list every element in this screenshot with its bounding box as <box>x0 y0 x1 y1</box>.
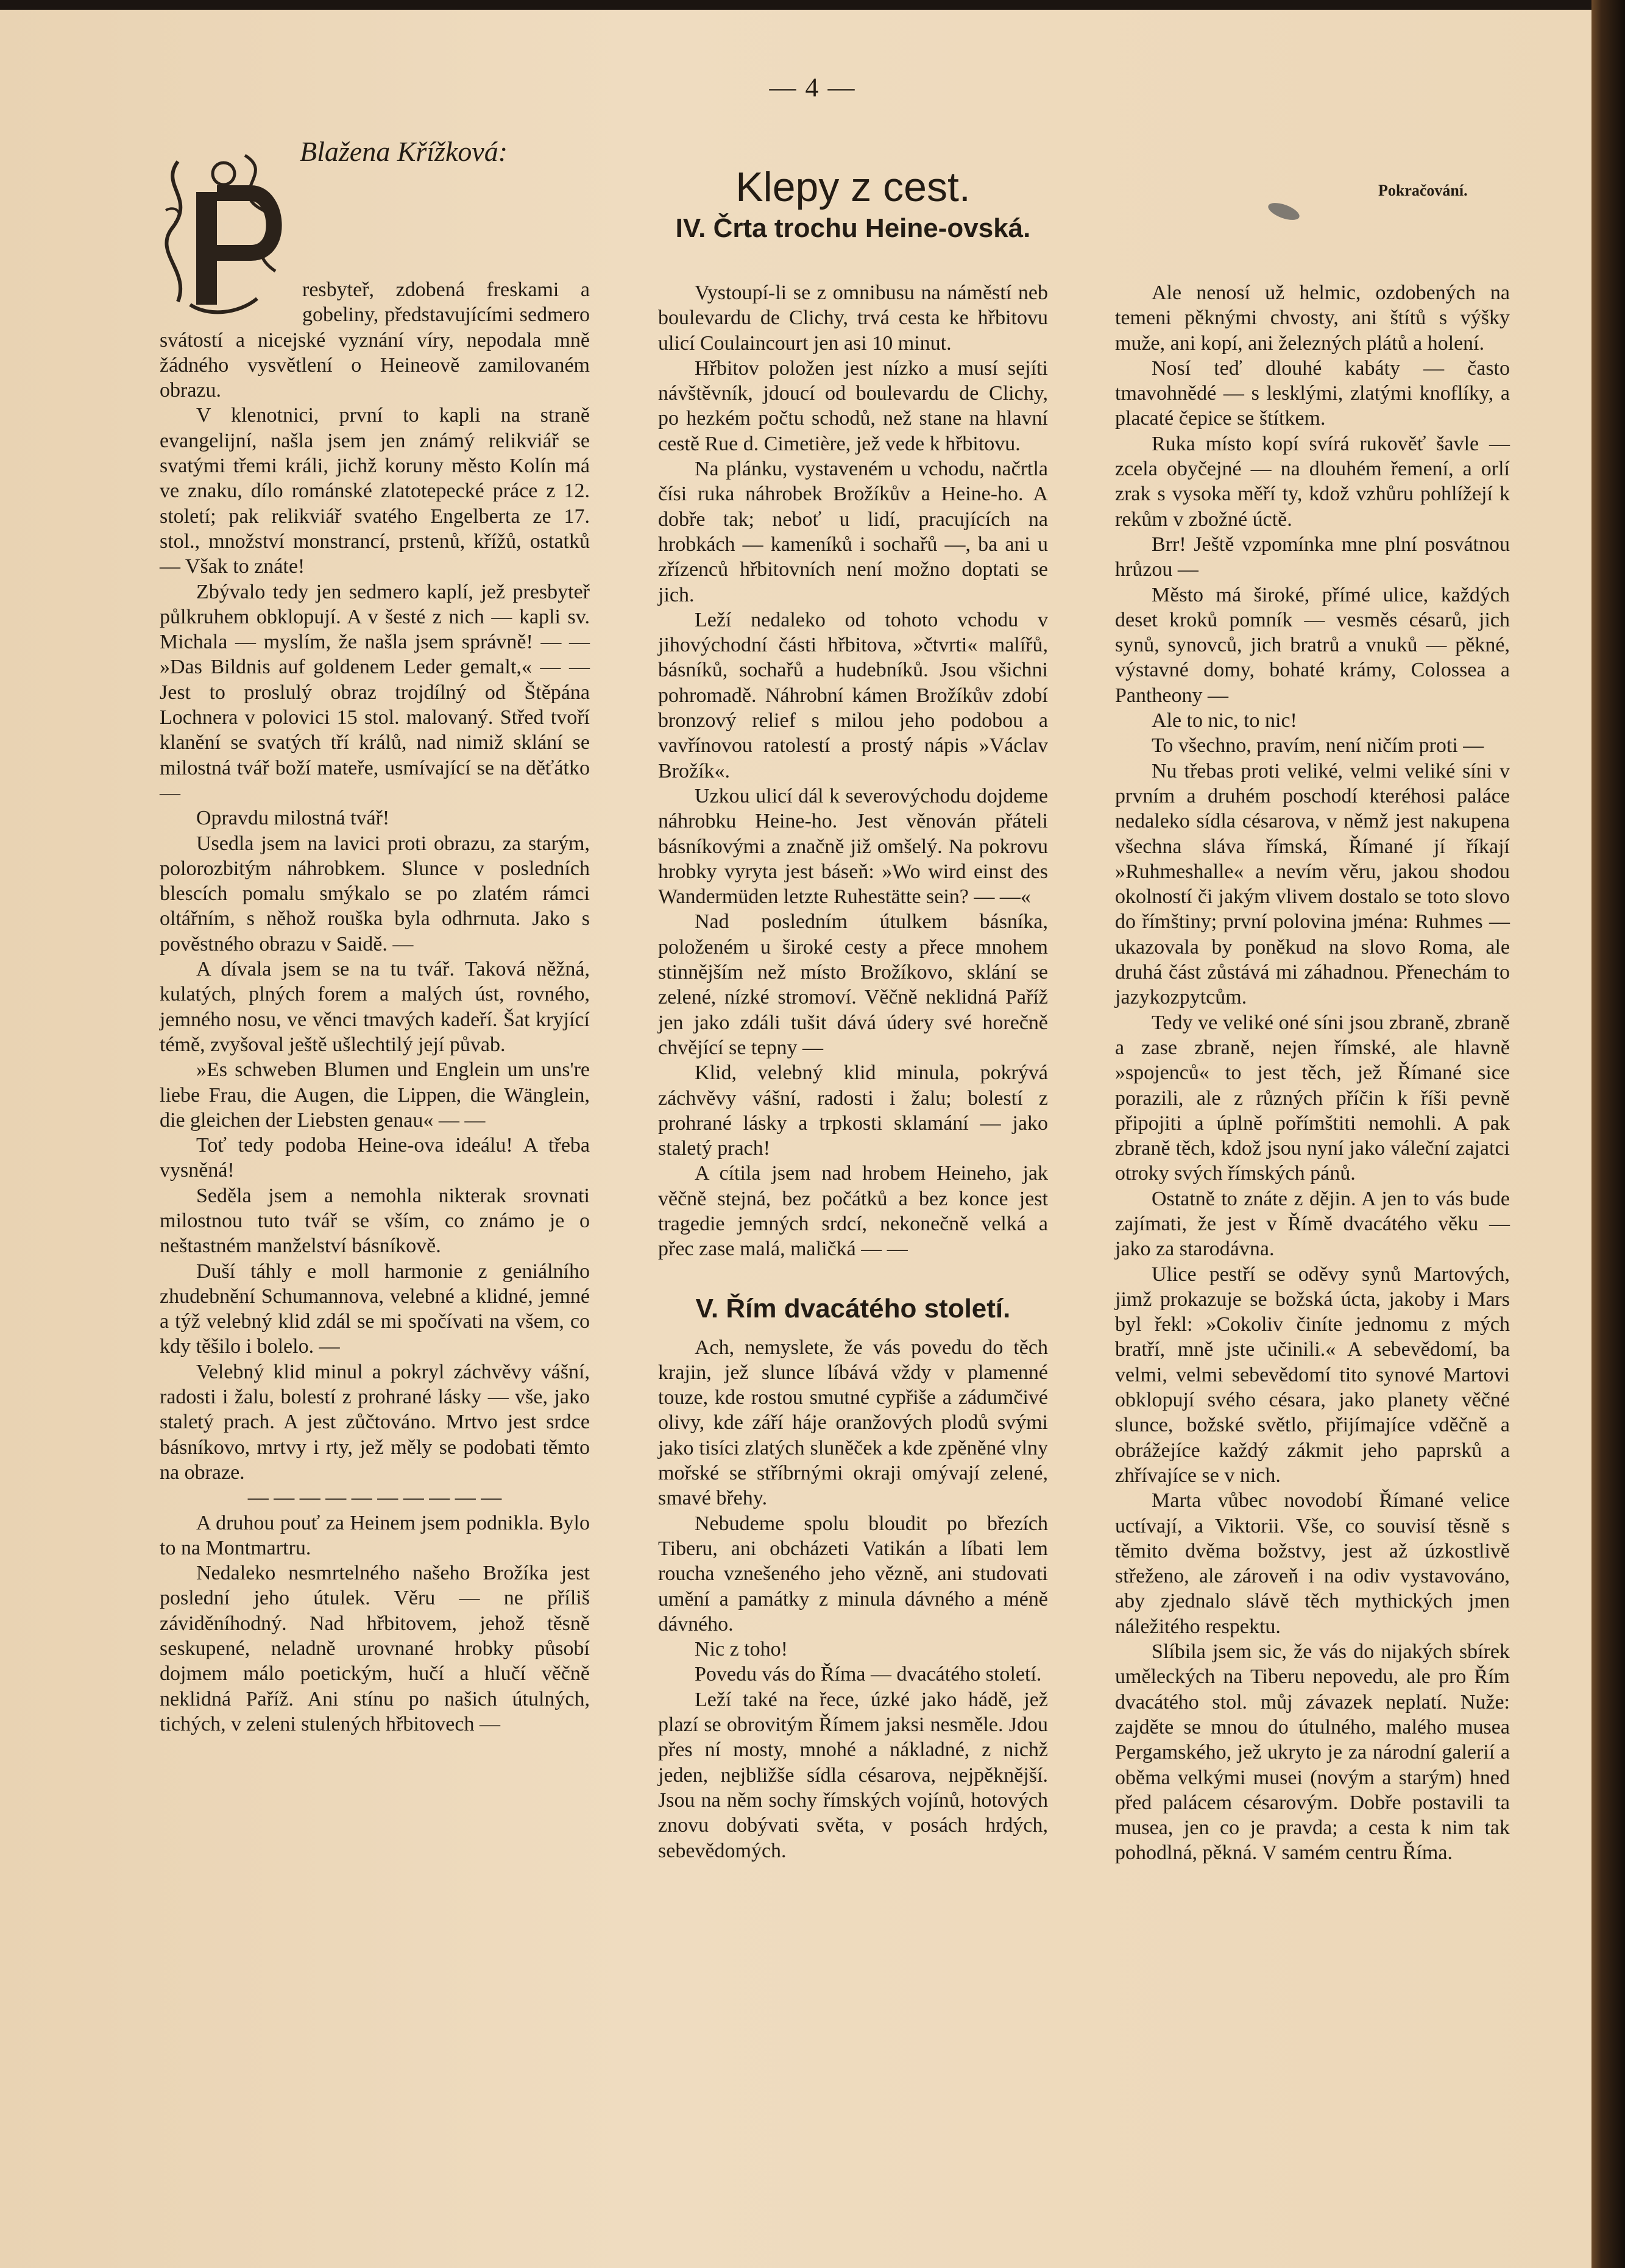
section-heading: V. Řím dvacátého století. <box>695 1293 1011 1324</box>
paragraph: A druhou pouť za Heinem jsem podnikla. Bylo to na Montmartru. <box>160 1511 590 1559</box>
paragraph: Nosí teď dlouhé kabáty — často tmavohnědé — s lesklými, zlatými knoflíky, a placaté čepice se štítkem. <box>1115 356 1510 430</box>
paragraph: Brr! Ještě vzpomínka mne plní posvátnou hrůzou — <box>1115 533 1510 581</box>
paragraph: Marta vůbec novodobí Římané velice uctívají, a Viktorii. Vše, co souvisí těsně s těmito dvěma božstvy, jest až úzkostlivě střeženo, ale zároveň i na odiv vystavováno, aby zjednalo slávě těch mythických jmen náležitého respektu. <box>1115 1489 1510 1638</box>
paragraph: To všechno, pravím, není ničím proti — <box>1152 734 1484 757</box>
paragraph: A cítila jsem nad hrobem Heineho, jak věčně stejná, bez počátků a bez konce jest tragedie jemných srdcí, nekonečně velká a přec zase malá, maličká — — <box>658 1162 1048 1261</box>
paragraph: Slíbila jsem sic, že vás do nijakých sbírek uměleckých na Tiberu nepovedu, ale pro Řím dvacátého stol. můj závazek neplatí. Nuže: zajděte se mnou do útulného, malého musea Pergamského, jež ukryto je za národní galerií a oběma velkými musei (novým a starým) hned před palácem césarovým. Dobře postavili ta musea, jen co je pravda; a cesta k nim tak pohodlná, pěkná. V samém centru Říma. <box>1115 1640 1510 1865</box>
paragraph: Město má široké, přímé ulice, každých deset kroků pomník — vesměs césarů, jich synů, synovců, jich bratrů a vnuků — pěkné, výstavné domy, bohaté krámy, Colossea a Pantheony — <box>1115 583 1510 707</box>
paragraph: Ach, nemyslete, že vás povedu do těch krajin, jež slunce líbává vždy v plamenné touze, kde rostou smutné cypřiše a zádumčivé olivy, kde září háje oranžových plodů svými jako tisíci zlatých sluněček a kde zpěněné vlny mořské se stříbrnými okraji omývají zelené, smavé břehy. <box>658 1336 1048 1510</box>
paragraph: A dívala jsem se na tu tvář. Taková něžná, kulatých, plných forem a malých úst, rovného, jemného nosu, ve věnci tmavých kadeří. Šat kryjící témě, zvyšoval ještě ušlechtilý její půvab. <box>160 958 590 1056</box>
author-name: Blažena Křížková: <box>300 136 508 167</box>
text-column-1 <box>160 219 590 1737</box>
initial-letter: P <box>218 219 235 247</box>
paragraph: Leží nedaleko od tohoto vchodu v jihovýchodní části hřbitova, »čtvrti« malířů, básníků, sochařů a hudebníků. Jsou všichni pohromadě. Náhrobní kámen Brožíkův zdobí bronzový relief s milou jeho podobou a vavřínovou ratolestí a prostý nápis »Václav Brožík«. <box>658 608 1048 782</box>
paragraph: Duší táhly e moll harmonie z geniálního zhudebnění Schumannova, velebné a klidné, jemné a týž velebný klid zdál se mi spočívati na všem, co kdy těšilo i bolelo. — <box>160 1260 590 1358</box>
ornamental-initial-icon <box>154 149 294 319</box>
paragraph: Klid, velebný klid minula, pokrývá záchvěvy vášní, radosti i žalu; bolestí z prohrané lásky a trpkosti sklamání — jako staletý prach! <box>658 1061 1048 1160</box>
paragraph: »Es schweben Blumen und Englein um uns're liebe Frau, die Augen, die Lippen, die Wänglein, die gleichen der Liebsten genau« — — <box>160 1058 590 1132</box>
paragraph: Zbývalo tedy jen sedmero kaplí, jež presbyteř půlkruhem obklopují. A v šesté z nich — kapli sv. Michala — myslím, že našla jsem správně! — — »Das Bildnis auf goldenem Leder gemalt,« — — Jest to proslulý obraz trojdílný od Štěpána Lochnera v polovici 15 stol. malovaný. Střed tvoří klanění se svatých tří králů, nad nimiž sklání se milostná tvář boží mateře, usmívající se na děťátko — <box>160 580 590 804</box>
text-column-2 <box>658 280 1048 1863</box>
article-title: Klepy z cest. <box>735 164 971 210</box>
paragraph: Velebný klid minul a pokryl záchvěvy vášní, radosti i žalu, bolestí z prohrané lásky — vše, jako staletý prach. A jest zůčtováno. Mrtvo jest srdce básníkovo, mrtvy i rty, jež měly se podobati těmto na obraze. <box>160 1360 590 1484</box>
paragraph: Povedu vás do Říma — dvacátého století. <box>695 1663 1042 1686</box>
paragraph: Hřbitov položen jest nízko a musí sejíti návštěvník, jdoucí od boulevardu de Clichy, po hezkém počtu schodů, než stane na hlavní cestě Rue d. Cimetière, jež vede k hřbitovu. <box>658 356 1048 455</box>
paragraph: Nad posledním útulkem básníka, položeném u široké cesty a přece mnohem stinnějším než místo Brožíkovo, sklání se zelené, nízké stromoví. Věčně neklidná Paříž jen jako zdáli tušit dává údery své horečně chvějící se tepny — <box>658 910 1048 1059</box>
separator-dashes: — — — — — — — — — — <box>247 1486 502 1509</box>
paragraph: Uzkou ulicí dál k severovýchodu dojdeme náhrobku Heine-ho. Jest věnován přáteli básníkovými a značně již omšelý. Na pokrovu hrobky vyryta jest báseň: »Wo wird einst des Wandermüden letzte Ruhestätte sein? — —« <box>658 784 1048 909</box>
paragraph: Ostatně to znáte z dějin. A jen to vás bude zajímati, že jest v Římě dvacátého věku — jako za starodávna. <box>1115 1187 1510 1261</box>
paragraph: Ale nenosí už helmic, ozdobených na temeni pěknými chvosty, ani štítů s výšky muže, ani kopí, ani železných plátů a holení. <box>1115 282 1510 355</box>
paragraph: Seděla jsem a nemohla nikterak srovnati milostnou tuto tvář se vším, co známo je o neštastném manželství básníkově. <box>160 1184 590 1258</box>
paragraph: Toť tedy podoba Heine-ova ideálu! A třeba vysněná! <box>160 1134 590 1182</box>
paragraph: resbyteř, zdobená freskami a gobeliny, představujícími sedmero svátostí a nicejské vyznání víry, nepodala mně žádného vysvětlení o Heineově zamilovaném obrazu. <box>160 278 590 402</box>
paragraph: Nu třebas proti veliké, velmi veliké síni v prvním a druhém poschodí kteréhosi paláce nedaleko sídla césarova, v němž jest nakupena všechna sláva římská, Římané jí říkají »Ruhmeshalle« a nevím věru, jakou shodou okolností či jakým vlivem dostalo se toto slovo do římštiny; první polovina jména: Ruhmes — ukazovala by poněkud na slovo Roma, ale druhá část zůstává mi záhadnou. Přenechám to jazykozpytcům. <box>1115 759 1510 1009</box>
paragraph: Tedy ve veliké oné síni jsou zbraně, zbraně a zase zbraně, nejen římské, ale hlavně »spojenců« to jest těch, jež Římané sice porazili, ale z různých příčin k říši pevně připojiti a úplně pořímštiti nemohli. A pak zbraně těch, kdož jsou nyní jako váleční zajatci otroky svých římských pánů. <box>1115 1011 1510 1185</box>
paragraph: Na plánku, vystaveném u vchodu, načrtla čísi ruka náhrobek Brožíkův a Heine-ho. A dobře tak; neboť u lidí, pracujících na hrobkách — kameníků i sochařů —, ba ani u zřízenců hřbitovních není možno doptati se jich. <box>658 458 1048 606</box>
paragraph: V klenotnici, první to kapli na straně evangelijní, našla jsem jen známý relikviář se svatými třemi králi, jichž koruny město Kolín má ve znaku, dílo románské zlatotepecké práce z 12. století; pak relikviář svatého Engelberta ze 17. stol., množství monstrancí, prstenů, křížů, ostatků — Však to znáte! <box>160 404 590 578</box>
paragraph: Nedaleko nesmrtelného našeho Brožíka jest poslední jeho útulek. Věru — ne příliš záviděníhodný. Nad hřbitovem, jehož těsně seskupené, neladně urovnané hrobky působí dojmem málo poetickým, hučí a hlučí věčně neklidná Paříž. Ani stínu po našich útulných, tichých, v zeleni stulených hřbitovech — <box>160 1562 590 1735</box>
paragraph: Vystoupí-li se z omnibusu na náměstí neb boulevardu de Clichy, trvá cesta ke hřbitovu ulicí Coulaincourt jen asi 10 minut. <box>658 282 1048 355</box>
continued-note: Pokračování. <box>1378 182 1468 199</box>
paragraph: Nebudeme spolu bloudit po březích Tiberu, ani obcházeti Vatikán a líbati lem roucha vznešeného jeho vězně, ani studovati umění a památky z minula dávného a méně dávného. <box>658 1512 1048 1635</box>
scan-top-edge <box>0 0 1625 10</box>
paragraph: Opravdu milostná tvář! <box>196 807 390 830</box>
paragraph: Ale to nic, to nic! <box>1152 709 1297 732</box>
paragraph: Leží také na řece, úzké jako hádě, jež plazí se obrovitým Římem jaksi nesměle. Jdou přes ní mosty, mnohé a nákladné, z nichž jeden, nejbližše sídla césarova, nejpěknější. Jsou na něm sochy římských vojínů, hotových znovu dobývati světa, v posách hrdých, sebevědomých. <box>658 1688 1048 1862</box>
page-number: — 4 — <box>769 73 856 102</box>
paragraph: Usedla jsem na lavici proti obrazu, za starým, polorozbitým náhrobkem. Slunce v posledních blescích pomalu smýkalo se po zlatém rámci oltářním, s něhož rouška byla odhrnuta. Jako s pověstného obrazu v Saidě. — <box>160 832 590 955</box>
article-subtitle: IV. Črta trochu Heine-ovská. <box>675 213 1031 243</box>
paragraph: Ruka místo kopí svírá rukověť šavle — zcela obyčejné — na dlouhém řemení, a orlí zrak s vysoka měří ty, kdož vzhůru pohlížejí k rekům v zbožné úctě. <box>1115 432 1510 531</box>
text-column-3 <box>1115 280 1510 1866</box>
paragraph: Ulice pestří se oděvy synů Martových, jimž prokazuje se božská úcta, jakoby i Mars byl řekl: »Cokoliv činíte jednomu z mých bratří, mně jste učinili.« A sebevědomí, ba velmi, velmi sebevědomí tito synové Martovi obklopují svého césara, jako planety věčné slunce, božské světlo, přijímajíce vděčně a obrážejíce každý zákmit jeho paprsků a zhřívajíce se v nich. <box>1115 1263 1510 1487</box>
scan-binding-edge <box>1591 0 1625 2268</box>
paragraph: Nic z toho! <box>695 1638 788 1661</box>
